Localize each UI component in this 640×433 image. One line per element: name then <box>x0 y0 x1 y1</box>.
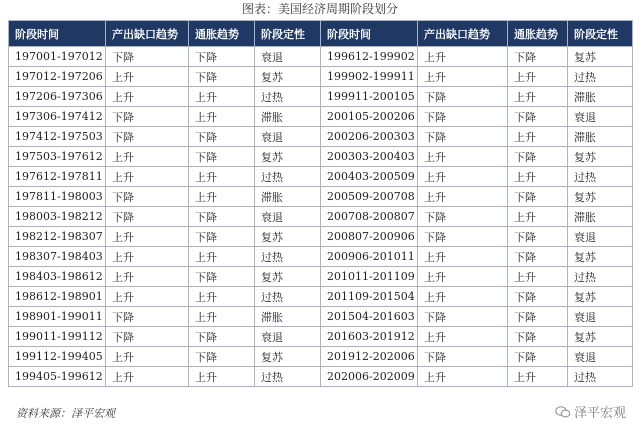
table-cell: 下降 <box>418 107 508 127</box>
table-cell: 下降 <box>418 207 508 227</box>
table-cell: 复苏 <box>568 147 633 167</box>
table-cell: 过热 <box>568 367 633 387</box>
table-cell: 滞胀 <box>255 307 321 327</box>
table-row <box>9 347 633 367</box>
table-cell: 上升 <box>189 307 255 327</box>
table-cell: 下降 <box>418 347 508 367</box>
table-cell: 下降 <box>508 187 568 207</box>
table-cell: 下降 <box>418 307 508 327</box>
table-cell: 过热 <box>255 367 321 387</box>
table-cell: 下降 <box>508 107 568 127</box>
table-cell: 过热 <box>255 87 321 107</box>
table-cell: 上升 <box>508 267 568 287</box>
table-row <box>9 147 633 167</box>
table-cell: 201603-201912 <box>321 327 418 347</box>
table-cell: 上升 <box>106 287 189 307</box>
table-cell: 上升 <box>418 247 508 267</box>
table-cell: 复苏 <box>255 67 321 87</box>
table-row <box>9 167 633 187</box>
table-cell: 下降 <box>189 207 255 227</box>
table-cell: 197811-198003 <box>9 187 106 207</box>
table-cell: 上升 <box>508 127 568 147</box>
table-cell: 下降 <box>508 347 568 367</box>
table-cell: 下降 <box>508 287 568 307</box>
table-cell: 199112-199405 <box>9 347 106 367</box>
table-cell: 199405-199612 <box>9 367 106 387</box>
table-cell: 上升 <box>106 167 189 187</box>
table-cell: 复苏 <box>568 327 633 347</box>
table-cell: 上升 <box>508 87 568 107</box>
column-header: 阶段定性 <box>568 21 633 47</box>
table-cell: 197012-197206 <box>9 67 106 87</box>
table-cell: 上升 <box>418 367 508 387</box>
table-header <box>9 21 633 47</box>
table-cell: 衰退 <box>568 107 633 127</box>
table-cell: 复苏 <box>255 267 321 287</box>
table-cell: 下降 <box>508 247 568 267</box>
table-cell: 下降 <box>508 147 568 167</box>
table-cell: 过热 <box>568 267 633 287</box>
table-cell: 197503-197612 <box>9 147 106 167</box>
table-row <box>9 287 633 307</box>
table-cell: 过热 <box>255 247 321 267</box>
table-cell: 198901-199011 <box>9 307 106 327</box>
table-row <box>9 247 633 267</box>
table-cell: 下降 <box>106 207 189 227</box>
table-row <box>9 307 633 327</box>
table-cell: 复苏 <box>255 227 321 247</box>
table-row <box>9 367 633 387</box>
table-caption: 图表：美国经济周期阶段划分 <box>241 2 398 16</box>
table-cell: 200206-200303 <box>321 127 418 147</box>
table-cell: 下降 <box>508 47 568 67</box>
table-cell: 下降 <box>189 327 255 347</box>
table-cell: 199011-199112 <box>9 327 106 347</box>
table-row <box>9 107 633 127</box>
column-header: 产出缺口趋势 <box>106 21 189 47</box>
table-cell: 下降 <box>106 187 189 207</box>
economic-cycle-table <box>8 20 633 387</box>
table-cell: 衰退 <box>255 327 321 347</box>
table-cell: 下降 <box>106 47 189 67</box>
table-cell: 上升 <box>189 247 255 267</box>
table-cell: 200807-200906 <box>321 227 418 247</box>
table-cell: 200403-200509 <box>321 167 418 187</box>
table-cell: 衰退 <box>255 127 321 147</box>
table-cell: 201912-202006 <box>321 347 418 367</box>
table-cell: 衰退 <box>568 347 633 367</box>
table-cell: 下降 <box>189 67 255 87</box>
table-cell: 200708-200807 <box>321 207 418 227</box>
table-cell: 199911-200105 <box>321 87 418 107</box>
table-cell: 滞胀 <box>255 107 321 127</box>
table-cell: 下降 <box>189 127 255 147</box>
watermark <box>555 402 626 421</box>
table-cell: 201109-201504 <box>321 287 418 307</box>
table-cell: 上升 <box>418 327 508 347</box>
table-cell: 上升 <box>106 67 189 87</box>
column-header: 阶段时间 <box>9 21 106 47</box>
table-cell: 下降 <box>189 147 255 167</box>
header-row <box>9 21 633 47</box>
table-cell: 过热 <box>255 287 321 307</box>
table-cell: 197001-197012 <box>9 47 106 67</box>
table-cell: 衰退 <box>255 47 321 67</box>
table-cell: 上升 <box>189 367 255 387</box>
table-cell: 198612-198901 <box>9 287 106 307</box>
table-cell: 上升 <box>106 87 189 107</box>
table-cell: 上升 <box>106 227 189 247</box>
table-row <box>9 187 633 207</box>
table-cell: 197206-197306 <box>9 87 106 107</box>
table-cell: 下降 <box>418 87 508 107</box>
table-cell: 下降 <box>189 47 255 67</box>
table-cell: 199612-199902 <box>321 47 418 67</box>
table-cell: 上升 <box>508 367 568 387</box>
table-cell: 下降 <box>106 127 189 147</box>
table-cell: 200906-201011 <box>321 247 418 267</box>
table-cell: 上升 <box>418 47 508 67</box>
table-row <box>9 127 633 147</box>
table-cell: 上升 <box>189 287 255 307</box>
table-cell: 衰退 <box>568 227 633 247</box>
table-cell: 199902-199911 <box>321 67 418 87</box>
table-cell: 202006-202009 <box>321 367 418 387</box>
table-cell: 上升 <box>418 267 508 287</box>
table-cell: 滞胀 <box>568 87 633 107</box>
column-header: 通胀趋势 <box>508 21 568 47</box>
table-cell: 197412-197503 <box>9 127 106 147</box>
table-cell: 197612-197811 <box>9 167 106 187</box>
table-cell: 下降 <box>508 307 568 327</box>
table-cell: 200509-200708 <box>321 187 418 207</box>
table-cell: 上升 <box>106 267 189 287</box>
table-cell: 过热 <box>255 167 321 187</box>
table-cell: 上升 <box>189 187 255 207</box>
table-cell: 下降 <box>106 107 189 127</box>
table-row <box>9 47 633 67</box>
table-cell: 上升 <box>418 287 508 307</box>
wechat-icon <box>555 406 571 418</box>
table-cell: 衰退 <box>568 307 633 327</box>
table-cell: 复苏 <box>568 47 633 67</box>
table-cell: 下降 <box>189 267 255 287</box>
table-cell: 198212-198307 <box>9 227 106 247</box>
table-cell: 上升 <box>418 67 508 87</box>
table-body <box>9 47 633 387</box>
table-cell: 上升 <box>106 147 189 167</box>
table-cell: 上升 <box>418 147 508 167</box>
table-cell: 过热 <box>568 167 633 187</box>
table-cell: 滞胀 <box>568 207 633 227</box>
table-cell: 上升 <box>189 167 255 187</box>
table-cell: 滞胀 <box>568 127 633 147</box>
table-cell: 下降 <box>418 127 508 147</box>
column-header: 阶段时间 <box>321 21 418 47</box>
table-cell: 上升 <box>189 87 255 107</box>
source-note: 资料来源：泽平宏观 <box>16 407 115 420</box>
table-cell: 复苏 <box>568 287 633 307</box>
table-cell: 198003-198212 <box>9 207 106 227</box>
table-cell: 复苏 <box>568 187 633 207</box>
table-cell: 下降 <box>106 307 189 327</box>
table-cell: 下降 <box>189 347 255 367</box>
table-cell: 下降 <box>418 227 508 247</box>
table-cell: 上升 <box>189 107 255 127</box>
table-cell: 上升 <box>508 167 568 187</box>
table-row <box>9 267 633 287</box>
column-header: 通胀趋势 <box>189 21 255 47</box>
table-row <box>9 67 633 87</box>
table-cell: 衰退 <box>255 207 321 227</box>
table-cell: 复苏 <box>568 247 633 267</box>
table-cell: 过热 <box>568 67 633 87</box>
table-cell: 上升 <box>508 67 568 87</box>
table-cell: 下降 <box>189 227 255 247</box>
table-cell: 上升 <box>106 247 189 267</box>
table-cell: 197306-197412 <box>9 107 106 127</box>
table-row <box>9 87 633 107</box>
column-header: 产出缺口趋势 <box>418 21 508 47</box>
table-cell: 下降 <box>508 227 568 247</box>
table-cell: 198403-198612 <box>9 267 106 287</box>
table-cell: 滞胀 <box>255 187 321 207</box>
table-cell: 上升 <box>508 207 568 227</box>
table-cell: 复苏 <box>255 147 321 167</box>
table-cell: 198307-198403 <box>9 247 106 267</box>
column-header: 阶段定性 <box>255 21 321 47</box>
table-row <box>9 207 633 227</box>
table-cell: 200105-200206 <box>321 107 418 127</box>
table-cell: 上升 <box>106 367 189 387</box>
table-cell: 200303-200403 <box>321 147 418 167</box>
table-cell: 复苏 <box>255 347 321 367</box>
table-cell: 201011-201109 <box>321 267 418 287</box>
watermark-text: 泽平宏观 <box>573 406 626 421</box>
table-cell: 上升 <box>106 347 189 367</box>
table-cell: 下降 <box>508 327 568 347</box>
table-cell: 201504-201603 <box>321 307 418 327</box>
table-row <box>9 227 633 247</box>
table-cell: 上升 <box>418 187 508 207</box>
table-cell: 下降 <box>106 327 189 347</box>
table-row <box>9 327 633 347</box>
table-cell: 上升 <box>418 167 508 187</box>
